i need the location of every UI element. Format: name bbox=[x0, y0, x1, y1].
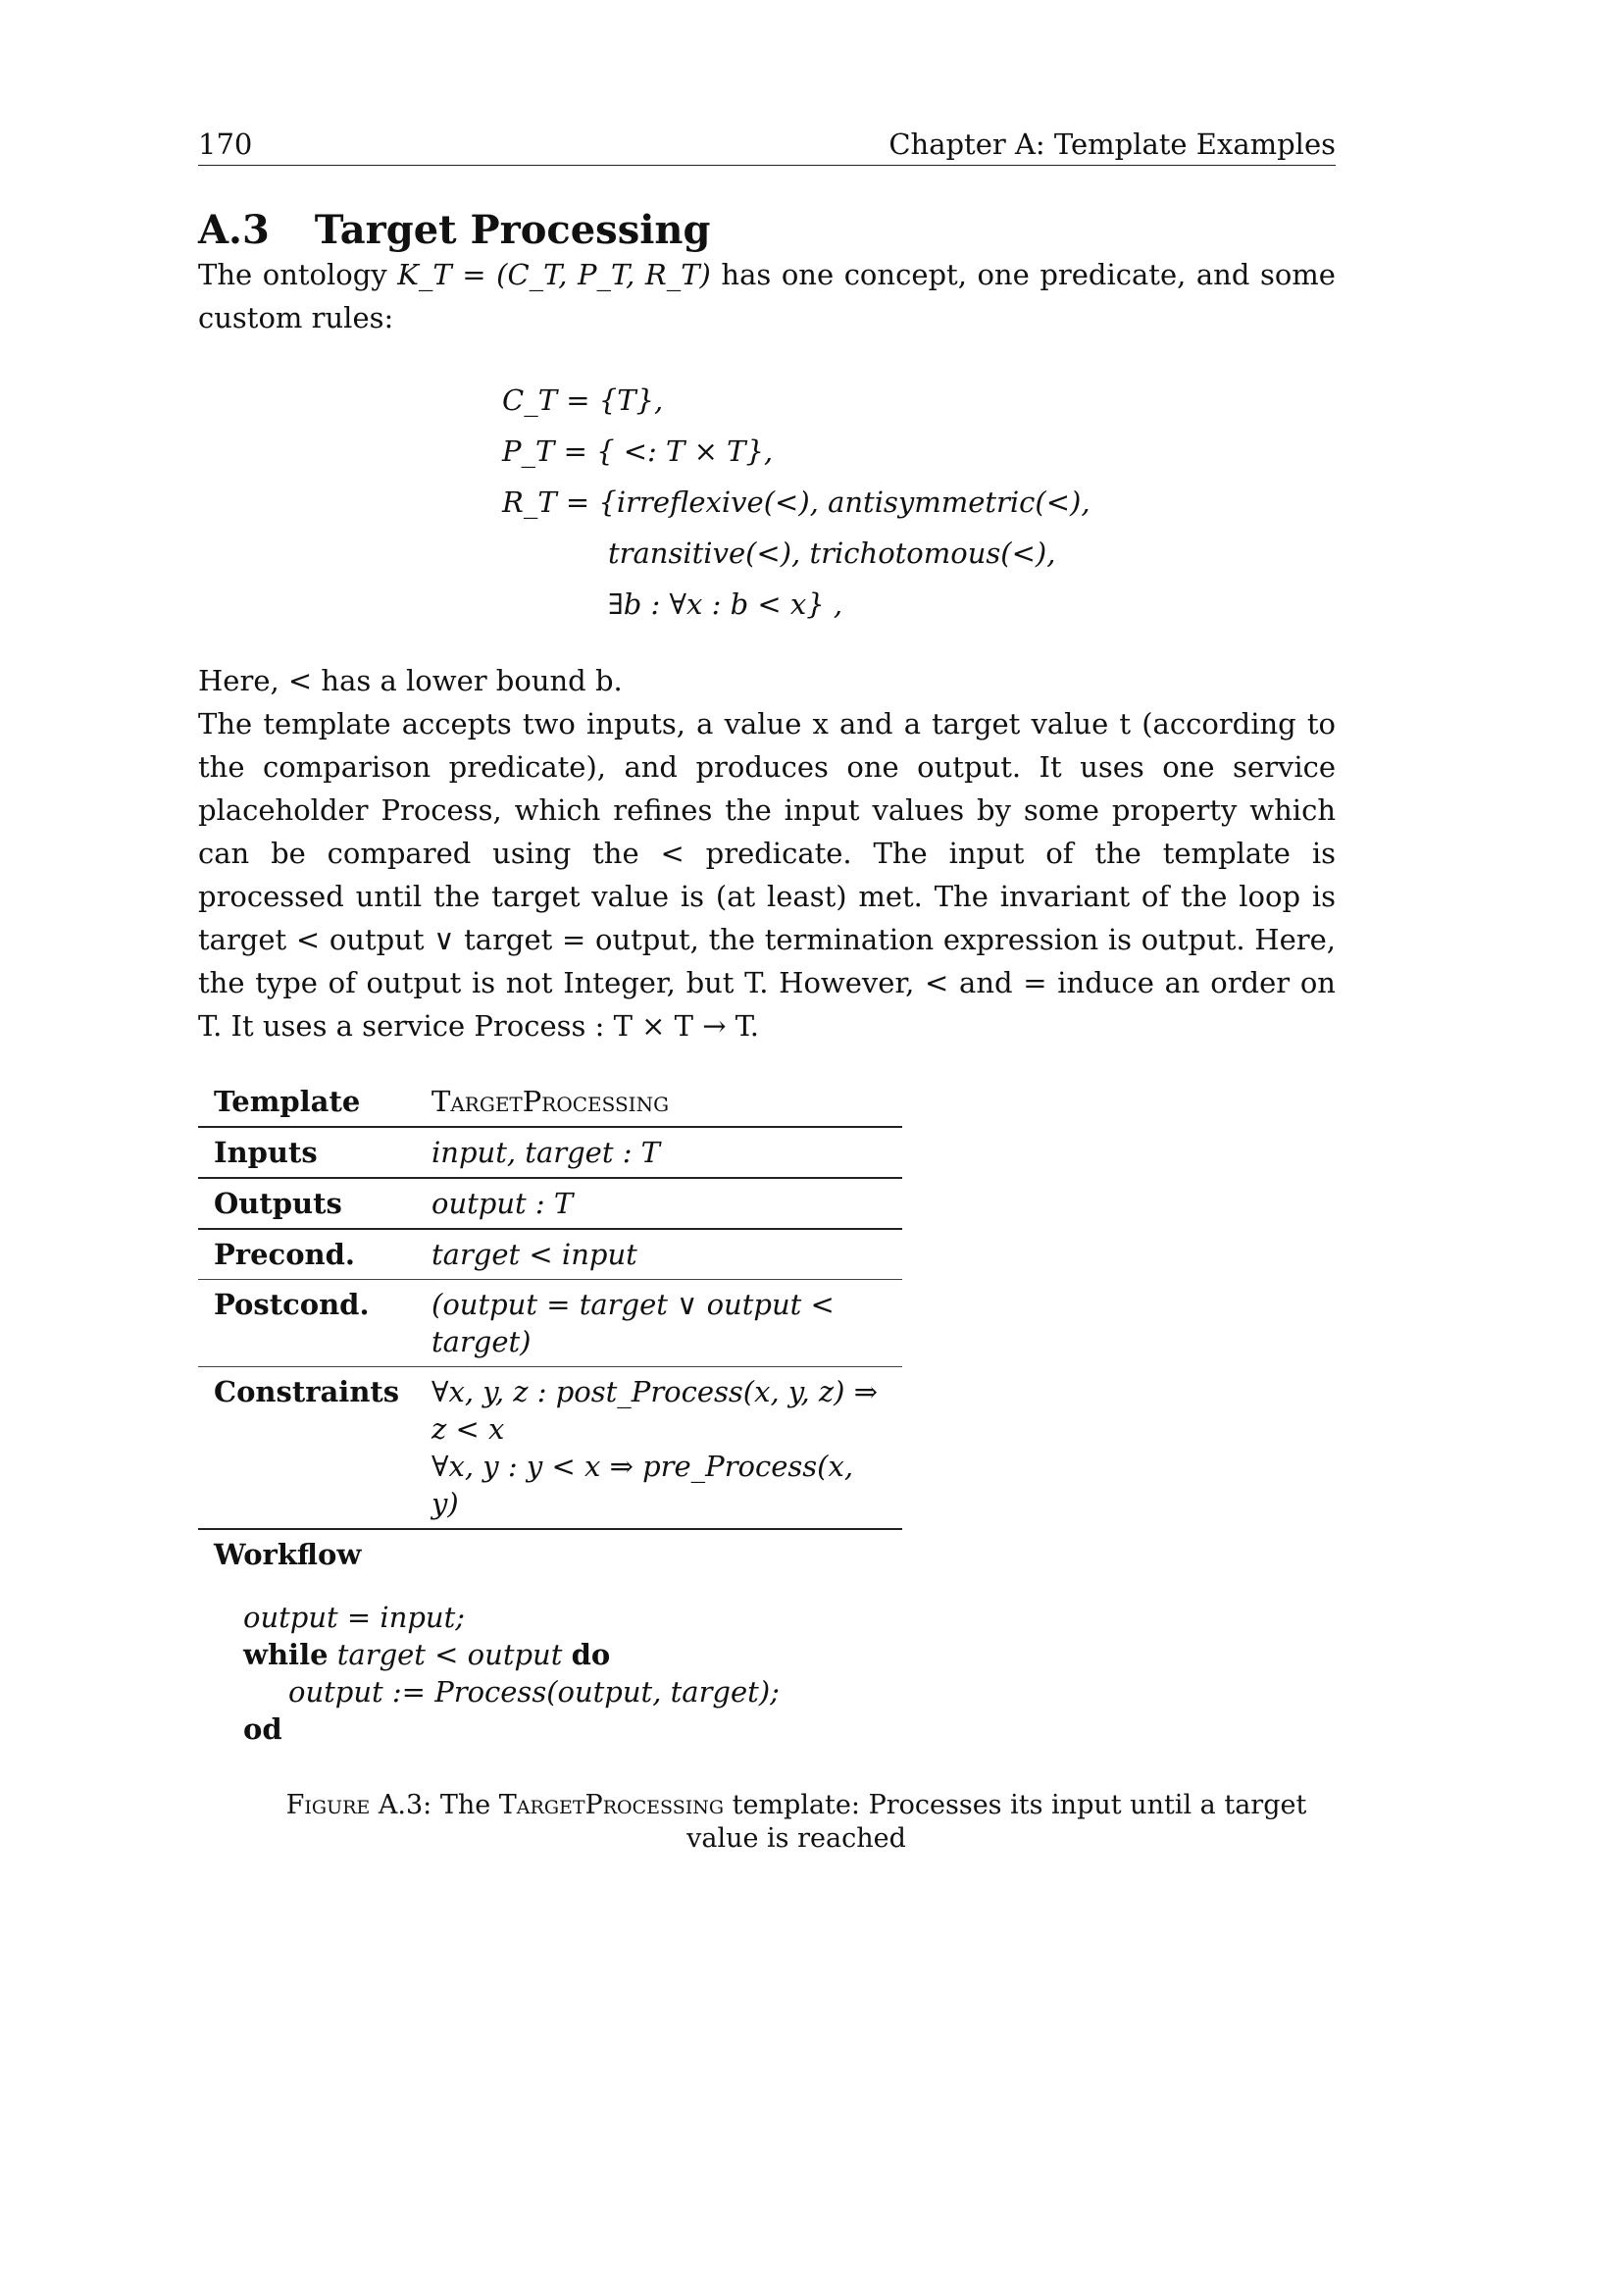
row-value: target < input bbox=[416, 1229, 902, 1280]
ontology-expression: K_T = (C_T, P_T, R_T) bbox=[397, 258, 711, 291]
row-label: Workflow bbox=[214, 1538, 362, 1571]
row-label: Postcond. bbox=[198, 1280, 416, 1367]
description-paragraph: The template accepts two inputs, a value x and a target value t (according to the comparison predicate), and produces one output. It uses one service placeholder Process, which refines the input values by some property which can be compared using the < predicate. The input of the template is processed until the target value is (at least) met. The invariant of the loop is target < output ∨ target = output, the termination expression is output. Here, the type of output is not Integer, but T. However, < and = induce an order on T. It uses a service Process : T × T → T. bbox=[198, 707, 1336, 1043]
template-name: TargetProcessing bbox=[416, 1077, 902, 1127]
section-heading bbox=[198, 207, 1336, 253]
template-table bbox=[198, 1077, 902, 1579]
workflow-code bbox=[198, 1599, 1336, 1748]
constraint-2: ∀x, y : y < x ⇒ pre_Process(x, y) bbox=[431, 1450, 854, 1520]
table-row bbox=[198, 1367, 902, 1530]
intro-paragraph: The ontology K_T = (C_T, P_T, R_T) has one concept, one predicate, and some custom rules: bbox=[198, 258, 1336, 334]
row-label: Constraints bbox=[198, 1367, 416, 1530]
table-row bbox=[198, 1229, 902, 1280]
lower-bound-note: Here, < has a lower bound b. bbox=[198, 664, 623, 697]
row-label: Precond. bbox=[198, 1229, 416, 1280]
table-row bbox=[198, 1077, 902, 1127]
workflow-line: output = input; bbox=[243, 1601, 466, 1634]
equation-predicates: P_T = { <: T × T}, bbox=[502, 434, 774, 468]
ontology-equations bbox=[198, 375, 1336, 630]
row-value bbox=[416, 1367, 902, 1530]
page bbox=[198, 128, 1336, 1856]
workflow-line: output := Process(output, target); bbox=[288, 1675, 780, 1709]
row-label: Outputs bbox=[198, 1178, 416, 1229]
section-number: A.3 bbox=[198, 207, 270, 253]
row-value bbox=[416, 1529, 902, 1579]
row-value: input, target : T bbox=[416, 1127, 902, 1178]
page-number: 170 bbox=[198, 128, 253, 161]
chapter-title: Chapter A: Template Examples bbox=[888, 128, 1336, 161]
equation-rules-3: ∃b : ∀x : b < x} , bbox=[608, 587, 843, 621]
section-title: Target Processing bbox=[314, 207, 711, 253]
table-row bbox=[198, 1280, 902, 1367]
figure-label: Figure A.3: bbox=[285, 1790, 432, 1820]
table-row bbox=[198, 1529, 902, 1579]
row-value: output : T bbox=[416, 1178, 902, 1229]
row-label: Inputs bbox=[198, 1127, 416, 1178]
figure-caption: Figure A.3: The TargetProcessing template: Processes its input until a target value is reached bbox=[285, 1790, 1307, 1854]
workflow-line: while target < output do bbox=[243, 1638, 611, 1671]
row-label: Template bbox=[198, 1077, 416, 1127]
workflow-line: od bbox=[243, 1712, 282, 1746]
table-row bbox=[198, 1178, 902, 1229]
equation-rules-2: transitive(<), trichotomous(<), bbox=[608, 536, 1056, 570]
row-value: (output = target ∨ output < target) bbox=[416, 1280, 902, 1367]
constraint-1: ∀x, y, z : post_Process(x, y, z) ⇒ z < x bbox=[431, 1375, 878, 1446]
table-row bbox=[198, 1127, 902, 1178]
running-head bbox=[198, 128, 1336, 166]
equation-rules-1: R_T = {irreflexive(<), antisymmetric(<), bbox=[502, 485, 1090, 519]
equation-concepts: C_T = {T}, bbox=[502, 383, 664, 417]
